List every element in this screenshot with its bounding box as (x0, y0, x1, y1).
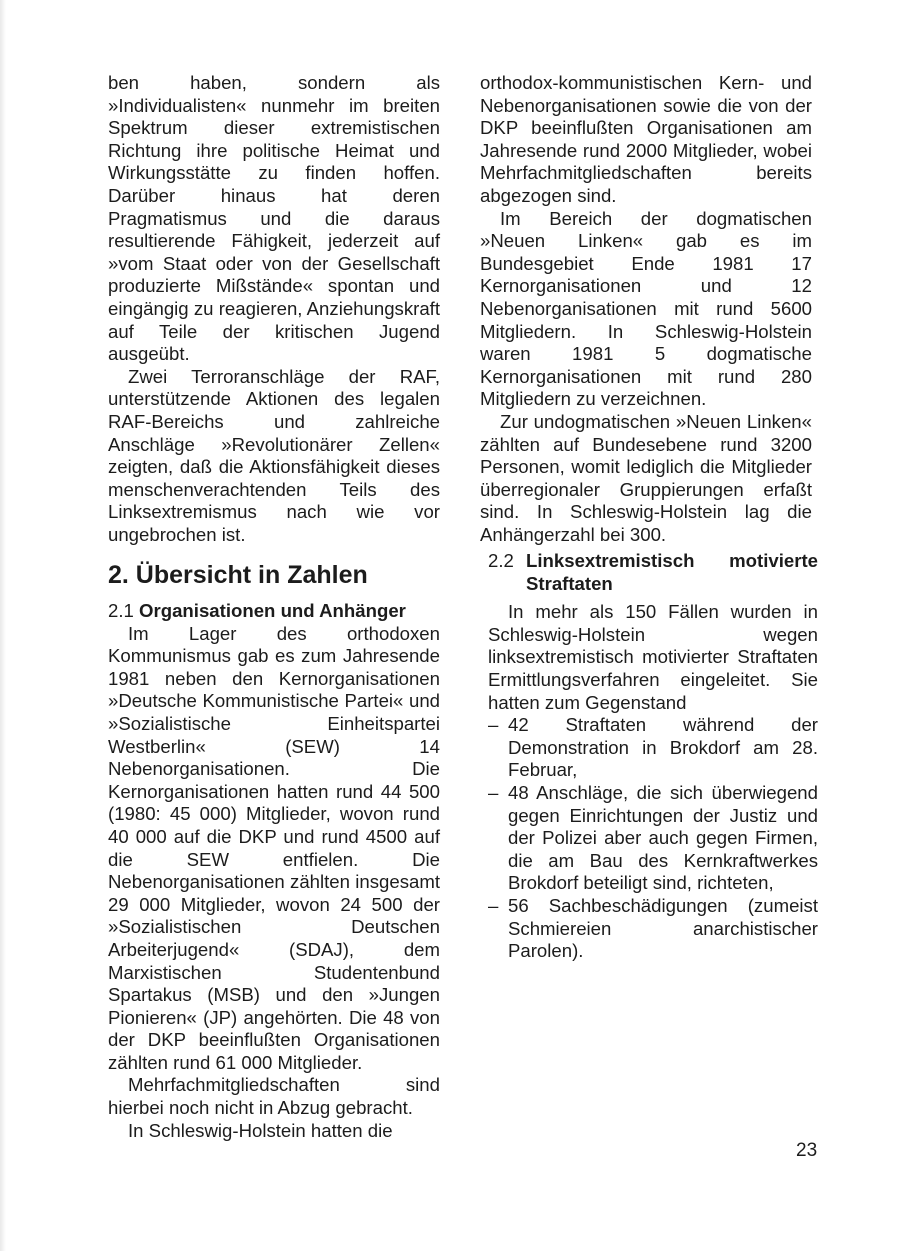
left-column-lower (108, 600, 440, 1142)
section-title: 2. Übersicht in Zahlen (108, 561, 368, 589)
dash-marker: – (488, 894, 499, 916)
paragraph: In mehr als 150 Fällen wurden in Schleswig-Holstein wegen linksextremistisch motivierter Straftaten Ermittlungsverfahren eingeleitet. Sie hatten zum Gegenstand (488, 601, 818, 713)
paragraph: Im Lager des orthodoxen Kommunismus gab es zum Jahresende 1981 neben den Kernorganisationen »Deutsche Kommunistische Partei« und »Sozialistische Einheitspartei Westberlin« (SEW) 14 Nebenorganisationen. Die Kernorganisationen hatten rund 44 500 (1980: 45 000) Mitglieder, wovon rund 40 000 auf die DKP und rund 4500 auf die SEW entfielen. Die Nebenorganisationen zählten insgesamt 29 000 Mitglieder, wovon 24 500 der »Sozialistischen Deutschen Arbeiterjugend« (SDAJ), dem Marxistischen Studentenbund Spartakus (MSB) und den »Jungen Pionieren« (JP) angehörten. Die 48 von der DKP beeinflußten Organisationen zählten rund 61 000 Mitglieder. (108, 622, 440, 1073)
page-edge (0, 0, 6, 1251)
paragraph: In Schleswig-Holstein hatten die (128, 1119, 393, 1141)
list-item (488, 895, 818, 963)
paragraph: Zur undogmatischen »Neuen Linken« zählten auf Bundesebene rund 3200 Personen, womit lediglich die Mitglieder überregionaler Gruppierungen erfaßt sind. In Schleswig-Holstein lag die Anhängerzahl bei 300. (480, 410, 812, 545)
paragraph: orthodox-kommunistischen Kern- und Nebenorganisationen sowie die von der DKP beeinflußten Organisationen am Jahresende rund 2000 Mitglieder, wobei Mehrfachmitgliedschaften bereits abgezogen sind. (480, 72, 812, 206)
subsection-number: 2.1 (108, 600, 134, 621)
dash-marker: – (488, 714, 499, 736)
subsection-number: 2.2 (488, 550, 514, 571)
subsection-heading-2-2 (488, 550, 818, 595)
subsection-title: Organisationen und Anhänger (139, 600, 406, 621)
left-column-upper (108, 72, 440, 546)
page-number: 23 (796, 1140, 818, 1161)
subsection-heading-2-1 (108, 600, 440, 623)
paragraph: Im Bereich der dogmatischen »Neuen Linken« gab es im Bundesgebiet Ende 1981 17 Kernorganisationen und 12 Nebenorganisationen mit rund 5600 Mitgliedern. In Schleswig-Holstein waren 1981 5 dogmatische Kernorganisationen mit rund 280 Mitgliedern zu verzeichnen. (480, 207, 812, 410)
list-item-text: 42 Straftaten während der Demonstration in Brokdorf am 28. Februar, (508, 714, 818, 781)
dash-marker: – (488, 781, 499, 803)
list-item (488, 714, 818, 782)
paragraph: Zwei Terroranschläge der RAF, unterstützende Aktionen des legalen RAF-Bereichs und zahlreiche Anschläge »Revolutionärer Zellen« zeigten, daß die Aktionsfähigkeit dieses menschenverachtenden Teils des Linksextremismus nach wie vor ungebrochen ist. (108, 365, 440, 545)
paragraph: ben haben, sondern als »Individualisten« nunmehr im breiten Spektrum dieser extremistischen Richtung ihre politische Heimat und Wirkungsstätte zu finden hoffen. Darüber hinaus hat deren Pragmatismus und die daraus resultierende Fähigkeit, jederzeit auf »vom Staat oder von der Gesellschaft produzierte Mißstände« spontan und eingängig zu reagieren, Anziehungskraft auf Teile der kritischen Jugend ausgeübt. (108, 72, 440, 365)
list-item-text: 56 Sachbeschädigungen (zumeist Schmiereien anarchistischer Parolen). (508, 894, 818, 962)
subsection-title: Linksextremistisch motivierte Straftaten (526, 550, 818, 594)
list-item (488, 782, 818, 895)
right-column-lower (488, 550, 818, 963)
list-item-text: 48 Anschläge, die sich überwiegend gegen Einrichtungen der Justiz und der Polizei aber auch gegen Firmen, die am Bau des Kernkraftwerkes Brokdorf beteiligt sind, richteten, (508, 781, 818, 894)
right-column-upper (480, 72, 812, 546)
offense-list (488, 714, 818, 963)
paragraph: Mehrfachmitgliedschaften sind hierbei noch nicht in Abzug gebracht. (108, 1074, 440, 1119)
